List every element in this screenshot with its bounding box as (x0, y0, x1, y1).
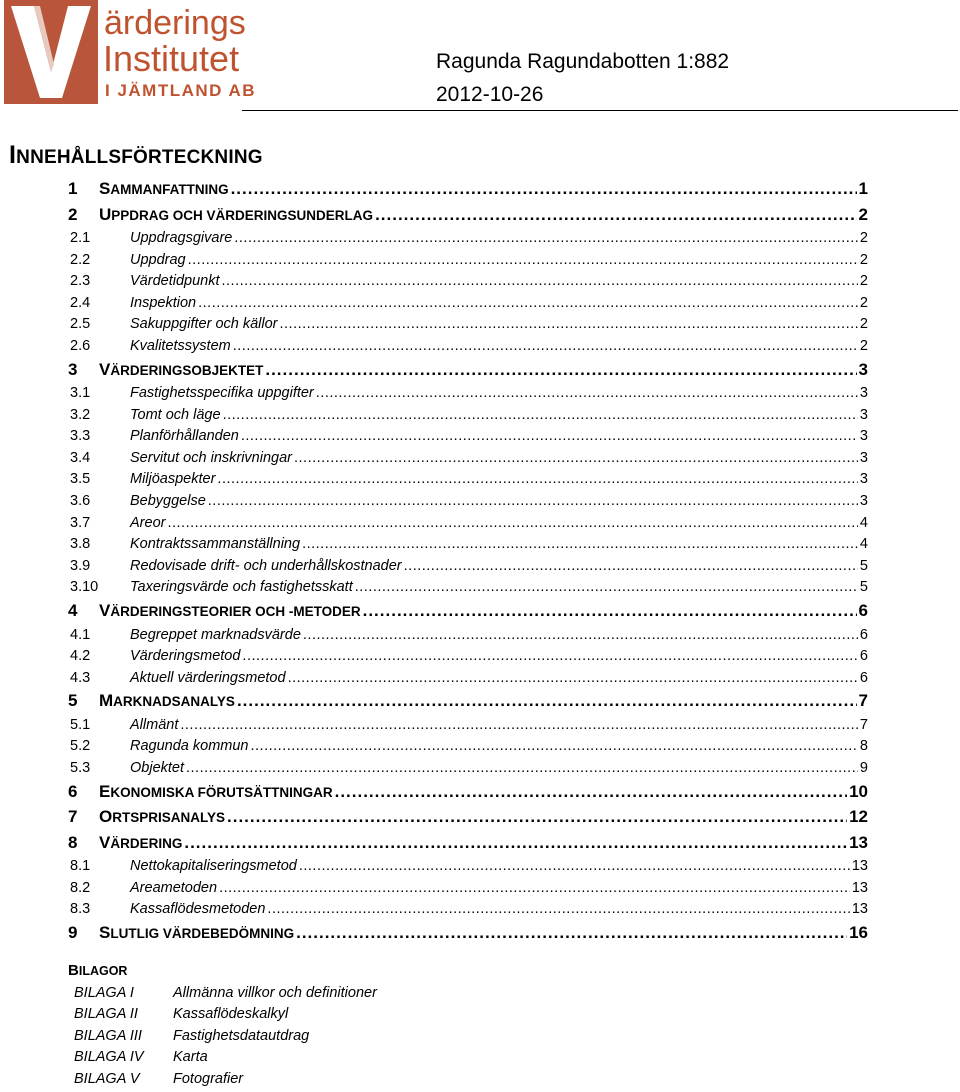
attachment-id: BILAGA III (74, 1027, 142, 1044)
toc-entry-3-6[interactable] (68, 493, 868, 515)
toc-page-number: 10 (849, 781, 868, 801)
toc-number: 8.1 (70, 858, 91, 875)
toc-title: Allmänt (130, 716, 179, 733)
toc-number: 3 (68, 359, 78, 379)
header-divider (242, 110, 958, 111)
toc-number: 5.2 (70, 738, 91, 755)
toc-number: 9 (68, 922, 78, 942)
toc-page-number: 2 (859, 294, 868, 311)
toc-leader (265, 360, 856, 380)
toc-leader (180, 717, 858, 733)
toc-entry-5-1[interactable] (68, 717, 868, 739)
toc-title: Miljöaspekter (130, 471, 216, 488)
toc-number: 2.1 (70, 230, 91, 246)
toc-leader (227, 807, 847, 827)
toc-title: UPPDRAG OCH VÄRDERINGSUNDERLAG (99, 204, 374, 224)
toc-entry-4-3[interactable] (68, 670, 868, 692)
attachment-id: BILAGA I (74, 985, 134, 1001)
toc-number: 3.2 (70, 406, 91, 423)
toc-entry-4-2[interactable] (68, 648, 868, 670)
toc-leader (280, 316, 858, 332)
toc-entry-4[interactable] (68, 601, 868, 627)
toc-title: Fastighetsspecifika uppgifter (130, 385, 314, 402)
attachment-id: BILAGA II (74, 1006, 138, 1023)
toc-number: 2.5 (70, 316, 91, 333)
toc-leader (231, 179, 857, 199)
toc-entry-3[interactable] (68, 360, 868, 386)
document-date: 2012-10-26 (436, 83, 544, 106)
toc-entry-6[interactable] (68, 782, 868, 808)
toc-number: 8.3 (70, 901, 91, 918)
toc-page-number: 3 (859, 493, 868, 510)
property-designation: Ragunda Ragundabotten 1:882 (436, 50, 730, 73)
toc-title: Objektet (130, 759, 184, 776)
toc-page-number: 8 (859, 738, 868, 755)
toc-leader (316, 385, 858, 401)
toc-number: 6 (68, 781, 78, 801)
toc-title: Inspektion (130, 294, 197, 311)
toc-entry-3-1[interactable] (68, 385, 868, 407)
attachment-description: Fastighetsdatautdrag (173, 1027, 310, 1044)
toc-number: 5.3 (70, 759, 91, 776)
toc-page-number: 5 (859, 557, 868, 574)
toc-title: EKONOMISKA FÖRUTSÄTTNINGAR (99, 781, 333, 801)
toc-title: Servitut och inskrivningar (130, 449, 292, 466)
toc-number: 3.3 (70, 428, 91, 445)
toc-heading (9, 141, 263, 170)
toc-number: 3.9 (70, 557, 91, 574)
toc-page-number: 6 (859, 626, 868, 643)
toc-heading-initial: I (9, 141, 17, 169)
toc-page-number: 2 (859, 337, 868, 354)
logo-text-line1: ärderings (104, 4, 246, 42)
toc-number: 2 (68, 204, 78, 224)
toc-title: Planförhållanden (130, 428, 239, 445)
toc-page-number: 13 (851, 879, 868, 896)
toc-leader (363, 601, 857, 621)
toc-title: VÄRDERINGSTEORIER OCH -METODER (99, 601, 361, 620)
attachment-id: BILAGA IV (74, 1049, 144, 1066)
toc-entry-2-2[interactable] (68, 252, 868, 274)
toc-page-number: 3 (859, 385, 868, 402)
table-of-contents (68, 179, 868, 948)
toc-entry-3-5[interactable] (68, 471, 868, 493)
toc-leader (223, 407, 858, 423)
toc-number: 3.4 (70, 449, 91, 466)
toc-leader (303, 627, 858, 643)
toc-number: 4.3 (70, 669, 91, 686)
toc-leader (217, 471, 858, 487)
toc-entry-3-8[interactable] (68, 536, 868, 558)
toc-number: 2.2 (70, 251, 91, 268)
toc-title: Värdetidpunkt (130, 273, 220, 290)
toc-leader (188, 252, 858, 268)
toc-title: Nettokapitaliseringsmetod (130, 858, 297, 875)
toc-number: 5 (68, 691, 78, 711)
toc-leader (404, 558, 858, 574)
toc-entry-2-5[interactable] (68, 316, 868, 338)
toc-title: VÄRDERING (99, 832, 183, 852)
toc-entry-5-2[interactable] (68, 738, 868, 760)
toc-entry-2-1[interactable] (68, 230, 868, 252)
toc-page-number: 6 (859, 648, 868, 665)
toc-entry-2[interactable] (68, 205, 868, 231)
toc-leader (184, 833, 847, 853)
toc-page-number: 3 (859, 471, 868, 488)
toc-number: 7 (68, 807, 78, 827)
toc-entry-4-1[interactable] (68, 627, 868, 649)
toc-title: SAMMANFATTNING (99, 179, 229, 198)
toc-page-number: 7 (859, 716, 868, 733)
toc-page-number: 12 (849, 807, 868, 827)
toc-page-number: 3 (858, 359, 868, 379)
toc-entry-8-3[interactable] (68, 901, 868, 923)
logo-text-line3: I JÄMTLAND AB (105, 81, 257, 100)
toc-leader (294, 450, 858, 466)
toc-number: 3.10 (70, 579, 99, 596)
logo-text-line2: Institutet (103, 38, 240, 79)
toc-page-number: 2 (859, 316, 868, 333)
toc-number: 8 (68, 832, 78, 852)
toc-leader (221, 273, 857, 289)
toc-page-number: 7 (858, 691, 868, 711)
toc-leader (299, 858, 850, 874)
toc-leader (267, 901, 849, 917)
toc-entry-7[interactable] (68, 807, 868, 833)
attachments-heading: BILAGOR (68, 962, 128, 979)
toc-number: 3.7 (70, 514, 91, 531)
toc-page-number: 6 (858, 601, 868, 620)
toc-leader (233, 338, 858, 354)
toc-page-number: 2 (859, 230, 868, 246)
toc-entry-8-2[interactable] (68, 880, 868, 902)
toc-title: Ragunda kommun (130, 738, 249, 755)
toc-entry-3-9[interactable] (68, 558, 868, 580)
toc-leader (355, 579, 858, 595)
toc-entry-8[interactable] (68, 833, 868, 859)
logo-v-mark (4, 0, 98, 104)
toc-page-number: 13 (851, 901, 868, 918)
toc-entry-8-1[interactable] (68, 858, 868, 880)
toc-title: Värderingsmetod (130, 648, 241, 665)
toc-number: 3.6 (70, 493, 91, 510)
company-logo (4, 0, 257, 107)
toc-entry-2-6[interactable] (68, 338, 868, 360)
attachment-id: BILAGA V (74, 1070, 140, 1087)
toc-leader (302, 536, 858, 552)
toc-leader (237, 691, 857, 711)
toc-entry-5-3[interactable] (68, 760, 868, 782)
toc-page-number: 3 (859, 406, 868, 423)
attachment-description: Fotografier (173, 1070, 244, 1087)
toc-heading-rest: NNEHÅLLSFÖRTECKNING (16, 147, 263, 168)
toc-title: Uppdrag (130, 251, 186, 268)
toc-page-number: 6 (859, 669, 868, 686)
toc-entry-3-4[interactable] (68, 450, 868, 472)
toc-leader (251, 738, 858, 754)
toc-title: VÄRDERINGSOBJEKTET (99, 359, 264, 379)
toc-leader (242, 648, 858, 664)
toc-entry-9[interactable] (68, 923, 868, 949)
toc-number: 3.1 (70, 385, 91, 402)
toc-page-number: 2 (858, 204, 868, 224)
toc-leader (219, 880, 850, 896)
toc-number: 4.2 (70, 648, 91, 665)
toc-leader (288, 670, 858, 686)
toc-title: Uppdragsgivare (130, 230, 233, 246)
toc-page-number: 9 (859, 759, 868, 776)
toc-leader (234, 230, 858, 246)
toc-page-number: 16 (849, 922, 868, 942)
toc-title: Bebyggelse (130, 493, 206, 510)
toc-entry-3-3[interactable] (68, 428, 868, 450)
toc-leader (375, 205, 856, 225)
attachment-description: Kassaflödeskalkyl (173, 1006, 289, 1023)
toc-title: Redovisade drift- och underhållskostnader (130, 557, 402, 574)
toc-leader (167, 515, 857, 531)
toc-page-number: 13 (849, 832, 868, 852)
toc-entry-3-2[interactable] (68, 407, 868, 429)
toc-number: 8.2 (70, 879, 91, 896)
toc-number: 4.1 (70, 626, 91, 643)
toc-entry-1[interactable] (68, 179, 868, 205)
toc-page-number: 5 (859, 579, 868, 596)
toc-number: 3.8 (70, 536, 91, 553)
toc-page-number: 3 (859, 449, 868, 466)
toc-number: 2.6 (70, 337, 91, 354)
toc-title: Sakuppgifter och källor (130, 316, 278, 333)
toc-title: Begreppet marknadsvärde (130, 626, 301, 643)
toc-page-number: 3 (859, 428, 868, 445)
toc-leader (335, 782, 847, 802)
toc-entry-2-3[interactable] (68, 273, 868, 295)
toc-number: 3.5 (70, 471, 91, 488)
toc-page-number: 13 (851, 858, 868, 875)
toc-title: Areametoden (130, 879, 218, 896)
toc-leader (241, 428, 858, 444)
toc-number: 2.3 (70, 273, 91, 290)
toc-title: Kassaflödesmetoden (130, 901, 266, 918)
toc-title: Kontraktssammanställning (130, 536, 301, 553)
toc-entry-5[interactable] (68, 691, 868, 717)
toc-title: MARKNADSANALYS (99, 691, 235, 711)
attachment-description: Allmänna villkor och definitioner (173, 985, 377, 1001)
toc-page-number: 4 (859, 514, 868, 531)
toc-page-number: 4 (859, 536, 868, 553)
toc-title: Tomt och läge (130, 406, 221, 423)
attachment-description: Karta (173, 1049, 208, 1066)
toc-page-number: 2 (859, 251, 868, 268)
toc-title: Kvalitetssystem (130, 337, 231, 354)
toc-title: SLUTLIG VÄRDEBEDÖMNING (99, 922, 295, 942)
toc-title: Taxeringsvärde och fastighetsskatt (130, 579, 353, 596)
toc-entry-3-7[interactable] (68, 515, 868, 537)
toc-entry-2-4[interactable] (68, 295, 868, 317)
toc-page-number: 1 (858, 179, 868, 198)
toc-entry-3-10[interactable] (68, 579, 868, 601)
toc-leader (296, 923, 847, 943)
toc-leader (198, 295, 858, 311)
toc-number: 5.1 (70, 716, 91, 733)
toc-page-number: 2 (859, 273, 868, 290)
toc-number: 2.4 (70, 294, 91, 311)
toc-title: Areor (130, 514, 166, 531)
toc-title: Aktuell värderingsmetod (130, 669, 286, 686)
toc-number: 1 (68, 179, 78, 198)
toc-number: 4 (68, 601, 78, 620)
toc-title: ORTSPRISANALYS (99, 807, 226, 827)
toc-leader (186, 760, 858, 776)
toc-leader (208, 493, 858, 509)
